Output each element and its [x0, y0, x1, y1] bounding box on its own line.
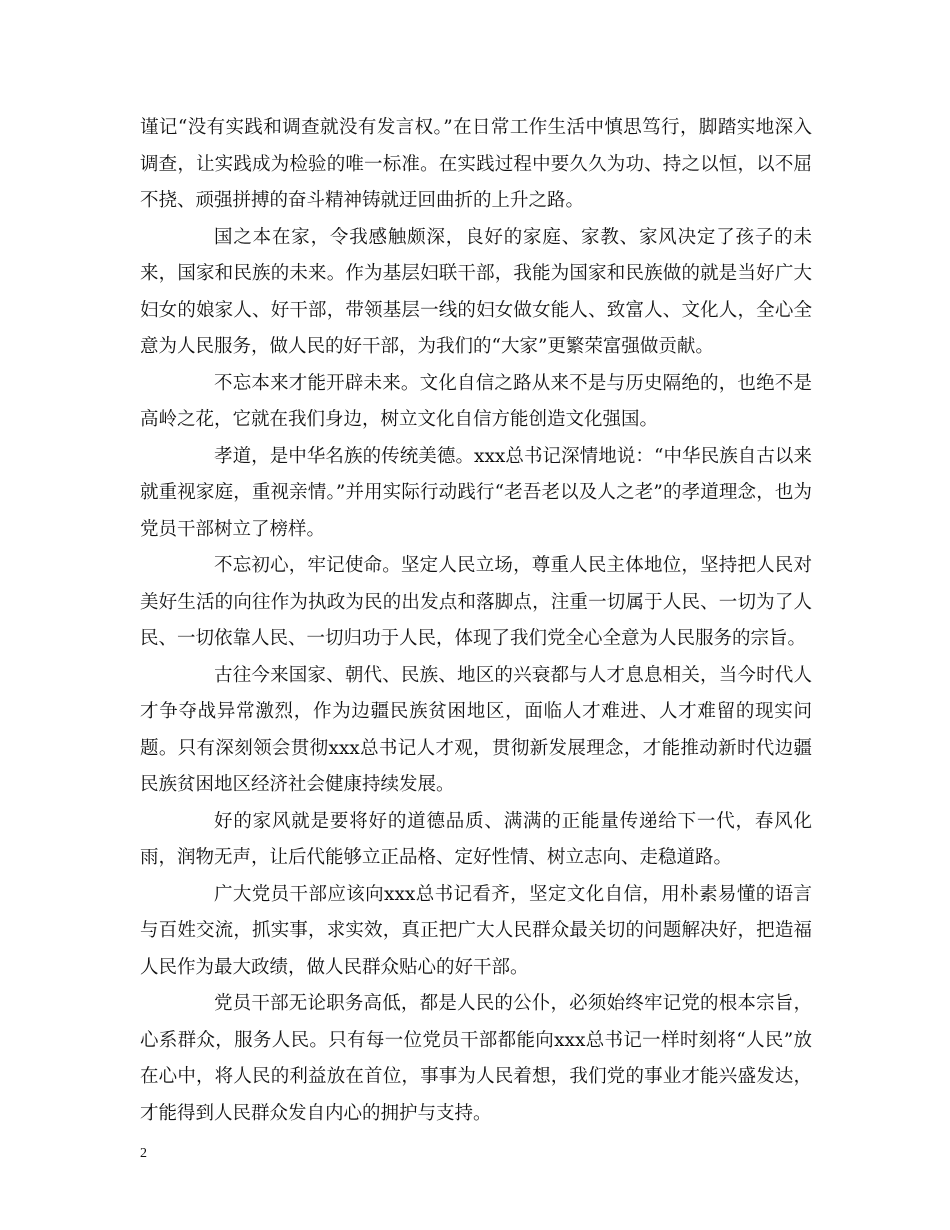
paragraph: 孝道，是中华名族的传统美德。xxx总书记深情地说：“中华民族自古以来就重视家庭，重视亲情。”并用实际行动践行“老吾老以及人之老”的孝道理念，也为党员干部树立了榜样。 [140, 445, 812, 540]
paragraph: 不忘本来才能开辟未来。文化自信之路从来不是与历史隔绝的，也绝不是高岭之花，它就在我们身边，树立文化自信方能创造文化强国。 [140, 372, 812, 430]
document-body [140, 110, 812, 1132]
paragraph: 党员干部无论职务高低，都是人民的公仆，必须始终牢记党的根本宗旨，心系群众，服务人民。只有每一位党员干部都能向xxx总书记一样时刻将“人民”放在心中，将人民的利益放在首位，事事为人民着想，我们党的事业才能兴盛发达，才能得到人民群众发自内心的拥护与支持。 [140, 993, 812, 1124]
paragraph: 谨记“没有实践和调查就没有发言权。”在日常工作生活中慎思笃行，脚踏实地深入调查，让实践成为检验的唯一标准。在实践过程中要久久为功、持之以恒，以不屈不挠、顽强拼搏的奋斗精神铸就迂回曲折的上升之路。 [140, 117, 812, 211]
paragraph: 广大党员干部应该向xxx总书记看齐，坚定文化自信，用朴素易懂的语言与百姓交流，抓实事，求实效，真正把广大人民群众最关切的问题解决好，把造福人民作为最大政绩，做人民群众贴心的好干部。 [140, 883, 812, 978]
paragraph: 好的家风就是要将好的道德品质、满满的正能量传递给下一代，春风化雨，润物无声，让后代能够立正品格、定好性情、树立志向、走稳道路。 [140, 810, 812, 868]
paragraph: 古往今来国家、朝代、民族、地区的兴衰都与人才息息相关，当今时代人才争夺战异常激烈，作为边疆民族贫困地区，面临人才难进、人才难留的现实问题。只有深刻领会贯彻xxx总书记人才观，贯彻新发展理念，才能推动新时代边疆民族贫困地区经济社会健康持续发展。 [140, 664, 812, 795]
page-number: 2 [140, 1146, 147, 1161]
paragraph: 不忘初心，牢记使命。坚定人民立场，尊重人民主体地位，坚持把人民对美好生活的向往作为执政为民的出发点和落脚点，注重一切属于人民、一切为了人民、一切依靠人民、一切归功于人民，体现了我们党全心全意为人民服务的宗旨。 [140, 555, 812, 649]
paragraph: 国之本在家，令我感触颇深，良好的家庭、家教、家风决定了孩子的未来，国家和民族的未来。作为基层妇联干部，我能为国家和民族做的就是当好广大妇女的娘家人、好干部，带领基层一线的妇女做女能人、致富人、文化人，全心全意为人民服务，做人民的好干部，为我们的“大家”更繁荣富强做贡献。 [140, 226, 812, 357]
